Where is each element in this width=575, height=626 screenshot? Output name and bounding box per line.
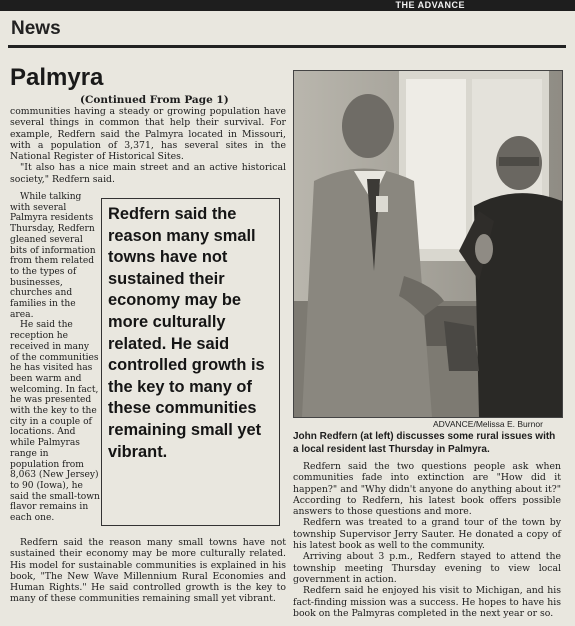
right-paragraph: Redfern was treated to a grand tour of the town by township Supervisor Jerry Sauter. He donated a copy of his latest book as well to the community. — [293, 517, 561, 552]
right-column — [293, 461, 561, 619]
right-paragraph: Arriving about 3 p.m., Redfern stayed to attend the township meeting Thursday evening to view local government in action. — [293, 551, 561, 585]
tail-paragraph: Redfern said the reason many small towns have not sustained their economy may be more culturally related. His model for sustainable communities is explained in his book, "The New Wave Millennium Rural Economies and Human Rights." He said controlled growth is the key to many of these communities remaining small yet vibrant. — [10, 537, 286, 605]
photo-caption: John Redfern (at left) discusses some rural issues with a local resident last Thursday in Palmyra. — [293, 431, 556, 455]
photo-illustration — [294, 71, 562, 417]
section-label: News — [11, 18, 61, 39]
pull-quote: Redfern said the reason many small towns have not sustained their economy may be more culturally related. He said controlled growth is the key to many of these communities remaining small yet vibrant. — [101, 198, 280, 526]
tail-column — [10, 537, 286, 605]
lead-paragraph: communities having a steady or growing population have several things in common that help their survival. For example, Redfern said the Palmyra located in Missouri, with a population of 3,371, has several sites in the National Register of Historical Sites. — [10, 106, 286, 163]
lead-paragraph: "It also has a nice main street and an active historical society," Redfern said. — [10, 162, 286, 185]
narrow-column — [10, 192, 100, 524]
section-rule — [8, 45, 566, 48]
narrow-paragraph: While talking with several Palmyra residents Thursday, Redfern gleaned several bits of information from them related to the types of businesses, churches and families in the area. — [10, 192, 96, 320]
narrow-paragraph: He said the reception he received in many of the communities he has visited has been warm and welcoming. In fact, he was presented with the key to the city in a couple of locations. And while Palmyras range in population from 8,063 (New Jersey) to 90 (Iowa), he said the small-town flavor remains in each one. — [10, 320, 100, 524]
right-paragraph: Redfern said he enjoyed his visit to Michigan, and his fact-finding mission was a success. He hopes to have his book on the Palmyras completed in the next year or so. — [293, 585, 561, 619]
lead-column — [10, 106, 286, 185]
masthead-bar — [0, 0, 575, 11]
continued-note: (Continued From Page 1) — [80, 94, 229, 106]
news-photo — [293, 70, 563, 418]
photo-credit: ADVANCE/Melissa E. Burnor — [433, 419, 543, 429]
right-paragraph: Redfern said the two questions people ask when communities fade into extinction are "How did it happen?" and "Why didn't anyone do anything about it?" According to Redfern, his latest book offers possible answers to those questions and more. — [293, 461, 561, 518]
newspaper-name: THE ADVANCE — [395, 0, 465, 10]
article-headline: Palmyra — [10, 64, 104, 91]
